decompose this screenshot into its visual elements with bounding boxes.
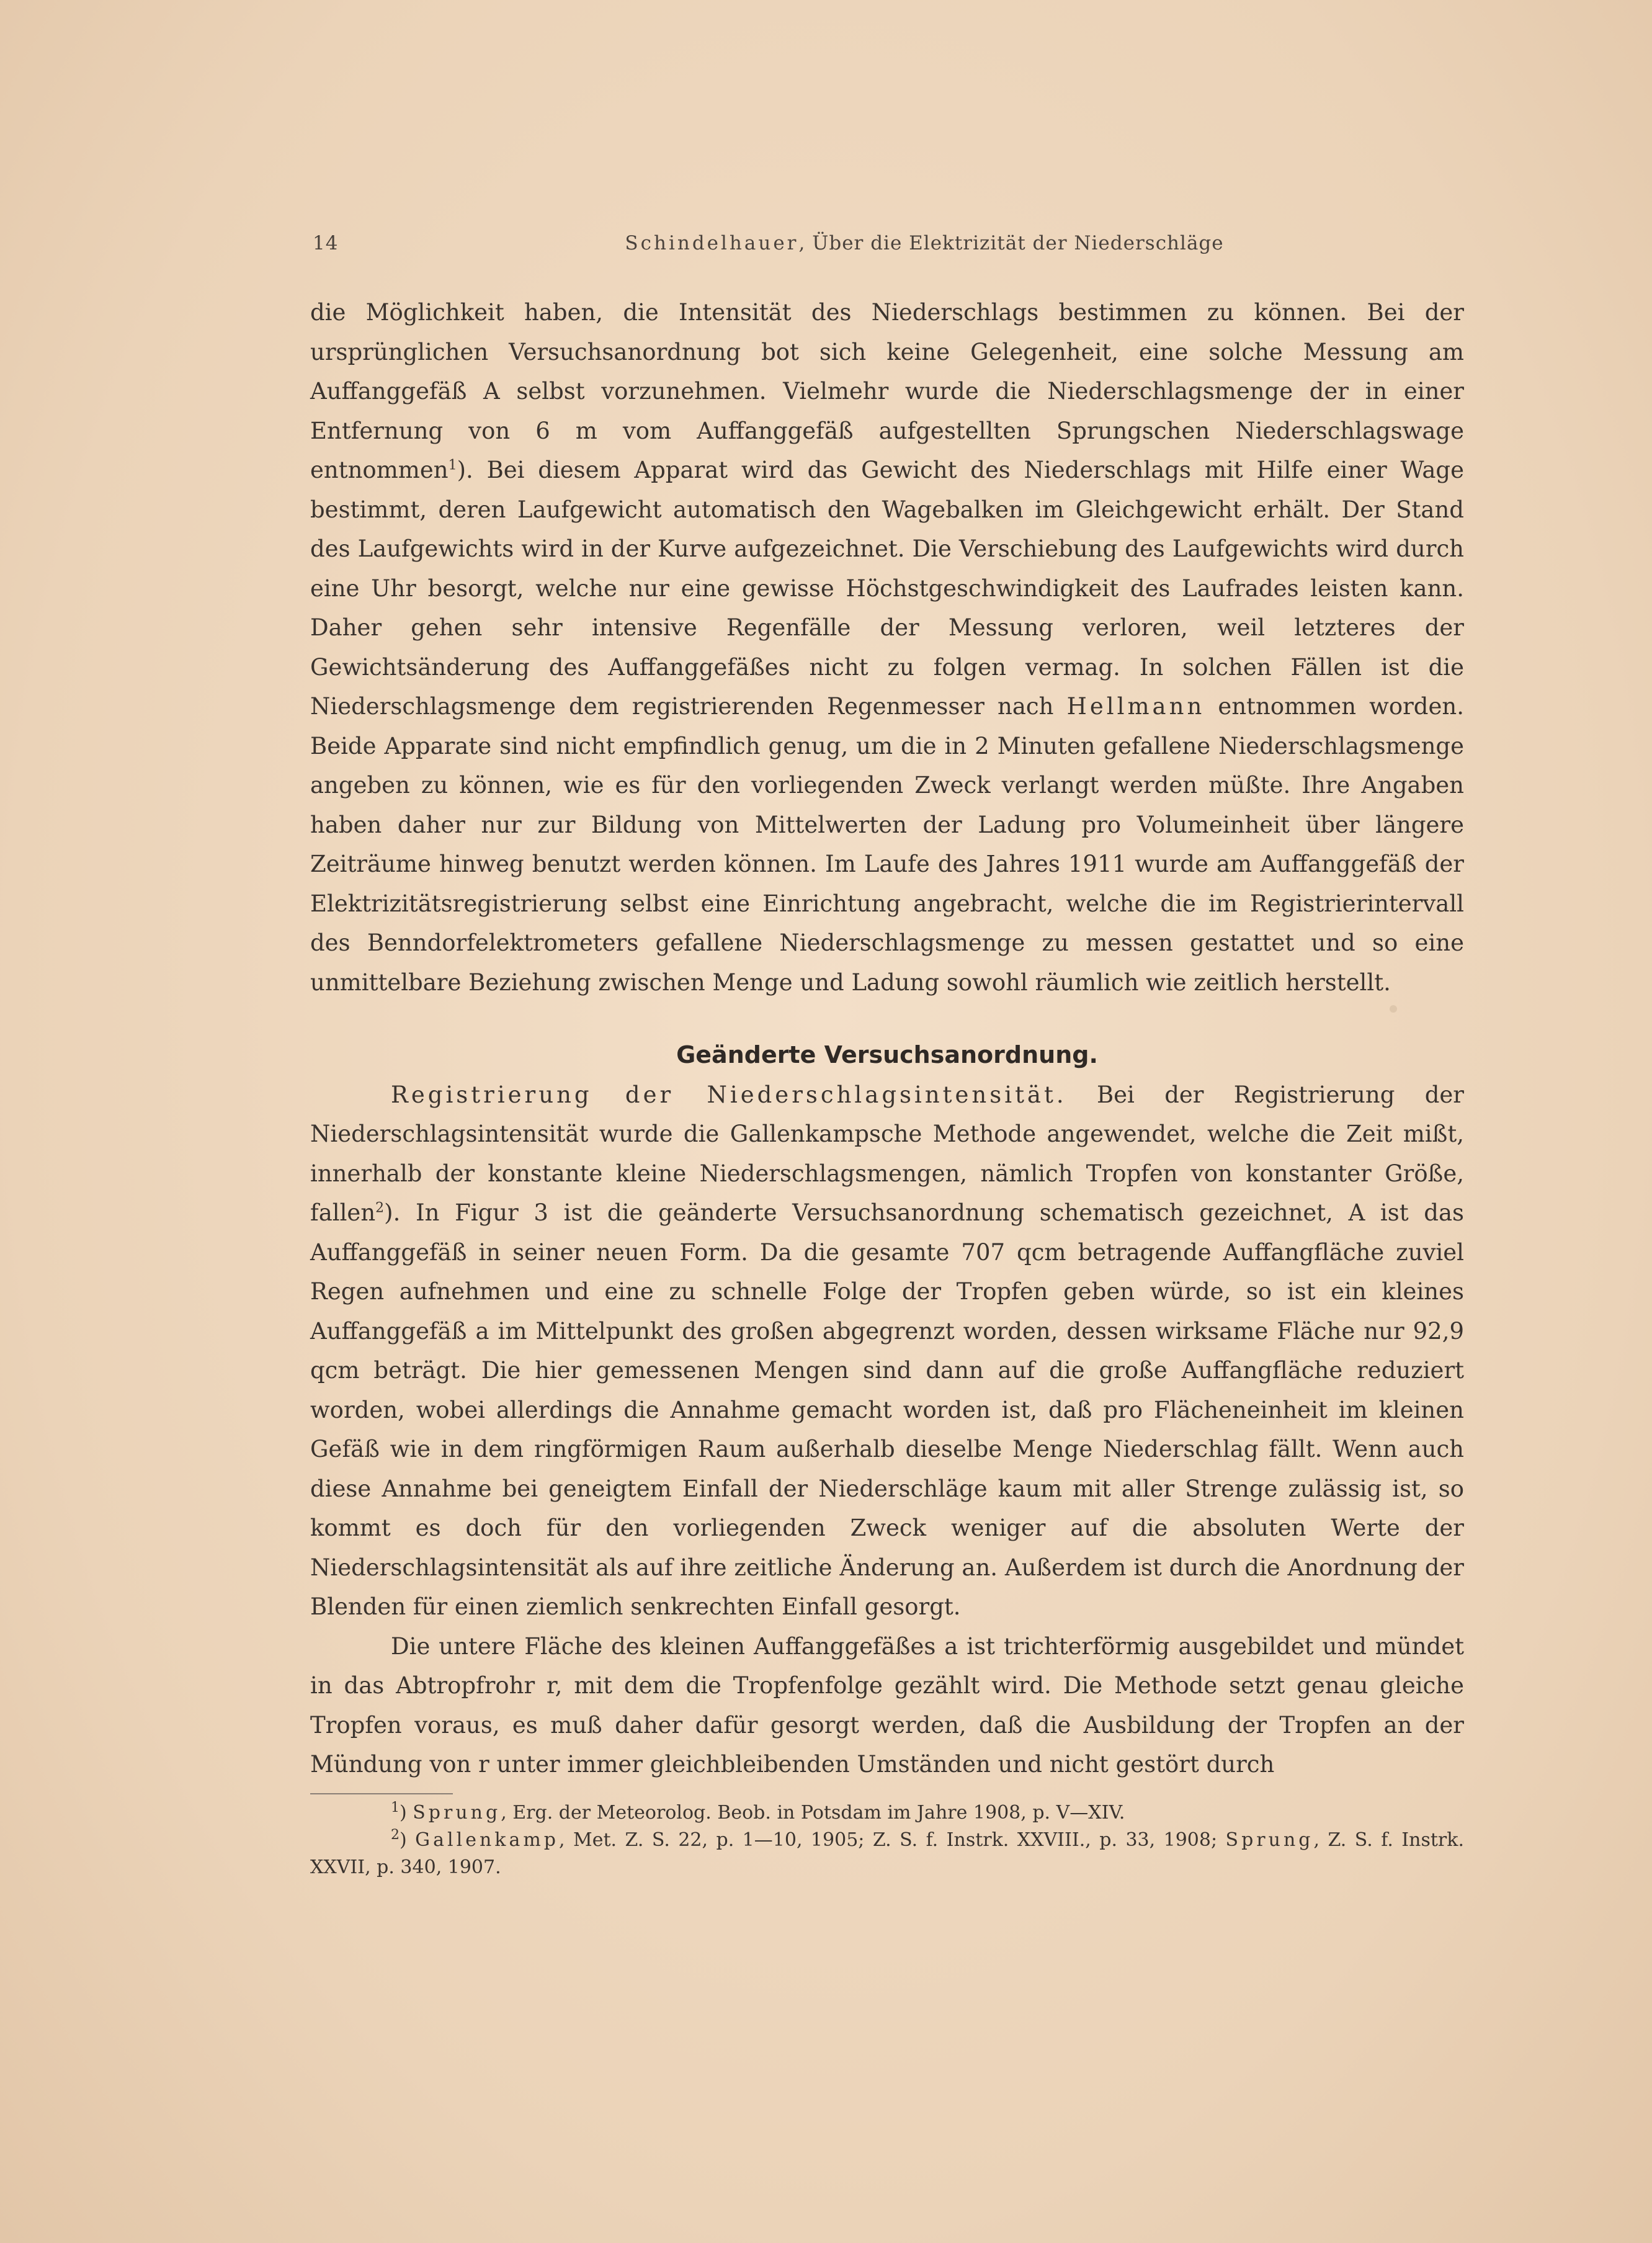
footnote-text: , Z. S. f. Instrk. XXVII, p. 340, 1907. bbox=[310, 1829, 1464, 1878]
paragraph bbox=[310, 293, 1464, 1002]
page bbox=[310, 223, 1464, 1881]
footnote-ref: 1 bbox=[448, 457, 457, 473]
person-name: Hellmann bbox=[1066, 693, 1205, 720]
paragraph-text: ). Bei diesem Apparat wird das Gewicht des Niederschlags mit Hilfe einer Wage bestimmt, deren Laufgewicht automatisch den Wagebalken im Gleichgewicht erhält. Der Stand des Laufgewichts wird in der Kurve aufgezeichnet. Die Verschiebung des Laufgewichts wird durch eine Uhr besorgt, welche nur eine gewisse Höchstgeschwindigkeit des Laufrades leisten kann. Daher gehen sehr intensive Regenfälle der Messung verloren, weil letzteres der Gewichtsänderung des Auffanggefäßes nicht zu folgen vermag. In solchen Fällen ist die Niederschlagsmenge dem registrierenden Regenmesser nach bbox=[310, 457, 1464, 720]
section-heading: Geänderte Versuchsanordnung. bbox=[676, 1041, 1098, 1068]
page-number: 14 bbox=[313, 232, 339, 254]
footnote-ref: 2 bbox=[375, 1200, 385, 1216]
paragraph-text: entnommen worden. Beide Apparate sind nicht empfindlich genug, um die in 2 Minuten gefallene Niederschlagsmenge angeben zu können, wie es für den vorliegenden Zweck verlangt werden müßte. Ihre Angaben haben daher nur zur Bildung von Mittelwerten der Ladung pro Volumeinheit über längere Zeiträume hinweg benutzt werden können. Im Laufe des Jahres 1911 wurde am Auffanggefäß der Elektrizitätsregistrierung selbst eine Einrichtung angebracht, welche die im Registrierintervall des Benndorfelektrometers gefallene Niederschlagsmenge zu messen gestattet und so eine unmittelbare Beziehung zwischen Menge und Ladung sowohl räumlich wie zeitlich herstellt. bbox=[310, 693, 1464, 996]
run-in-heading: Registrierung der Niederschlagsintensität. bbox=[391, 1081, 1067, 1108]
footnote-text: , Met. Z. S. 22, p. 1—10, 1905; Z. S. f. Instrk. XXVIII., p. 33, 1908; bbox=[559, 1829, 1226, 1851]
paragraph: Die untere Fläche des kleinen Auffanggefäßes a ist trichterförmig ausgebildet und mündet in das Abtropfrohr r, mit dem die Tropfenfolge gezählt wird. Die Methode setzt genau gleiche Tropfen voraus, es muß daher dafür gesorgt werden, daß die Ausbildung der Tropfen an der Mündung von r unter immer gleichbleibenden Umständen und nicht gestört durch bbox=[310, 1632, 1464, 1778]
paragraph-text: Bei der Registrierung der Niederschlagsintensität wurde die Gallenkampsche Methode angewendet, welche die Zeit mißt, innerhalb der konstante kleine Niederschlagsmengen, nämlich Tropfen von konstanter Größe, fallen bbox=[310, 1081, 1464, 1226]
running-title-text: , Über die Elektrizität der Niederschläge bbox=[798, 232, 1224, 254]
footnote-mark: 1 bbox=[391, 1799, 400, 1815]
person-name: Sprung bbox=[1225, 1829, 1314, 1851]
running-title-author: Schindelhauer bbox=[625, 232, 799, 254]
footnote-divider bbox=[310, 1793, 453, 1794]
footnote-mark: 2 bbox=[391, 1827, 400, 1843]
body-text bbox=[310, 293, 1464, 1784]
footnotes bbox=[310, 1799, 1464, 1881]
paper-smudge bbox=[1390, 1005, 1397, 1013]
person-name: Gallenkamp bbox=[415, 1829, 560, 1851]
footnote: $^1$) Sprung, Erg. der Meteorolog. Beob. in Potsdam im Jahre 1908, p. V—XIV. bbox=[391, 1799, 1125, 1824]
footnote-text: , Erg. der Meteorolog. Beob. in Potsdam im Jahre 1908, p. V—XIV. bbox=[501, 1801, 1125, 1824]
running-title bbox=[614, 232, 1235, 254]
person-name: Sprung bbox=[413, 1801, 501, 1824]
paragraph-text: ). In Figur 3 ist die geänderte Versuchsanordnung schematisch gezeichnet, A ist das Auffanggefäß in seiner neuen Form. Da die gesamte 707 qcm betragende Auffangfläche zuviel Regen aufnehmen und eine zu schnelle Folge der Tropfen geben würde, so ist ein kleines Auffanggefäß a im Mittelpunkt des großen abgegrenzt worden, dessen wirksame Fläche nur 92,9 qcm beträgt. Die hier gemessenen Mengen sind dann auf die große Auffangfläche reduziert worden, wobei allerdings die Annahme gemacht worden ist, daß pro Flächeneinheit im kleinen Gefäß wie in dem ringförmigen Raum außerhalb dieselbe Menge Niederschlag fällt. Wenn auch diese Annahme bei geneigtem Einfall der Niederschläge kaum mit aller Strenge zulässig ist, so kommt es doch für den vorliegenden Zweck weniger auf die absoluten Werte der Niederschlagsintensität als auf ihre zeitliche Änderung an. Außerdem ist durch die Anordnung der Blenden für einen ziemlich senkrechten Einfall gesorgt. bbox=[310, 1199, 1464, 1620]
paragraph-text: die Möglichkeit haben, die Intensität des Niederschlags bestimmen zu können. Bei der ursprünglichen Versuchsanordnung bot sich keine Gelegenheit, eine solche Messung am Auffanggefäß A selbst vorzunehmen. Vielmehr wurde die Niederschlagsmenge der in einer Entfernung von 6 m vom Auffanggefäß aufgestellten Sprungschen Niederschlagswage entnommen bbox=[310, 299, 1464, 483]
footnote: $^2$) Gallenkamp, Met. Z. S. 22, p. 1—10, 1905; Z. S. f. Instrk. XXVIII., p. 33, 1908; Sprung, Z. S. f. Instrk. XXVII, p. 340, 1907. bbox=[310, 1827, 1464, 1878]
paragraph bbox=[310, 1075, 1464, 1627]
running-head bbox=[310, 223, 1464, 261]
